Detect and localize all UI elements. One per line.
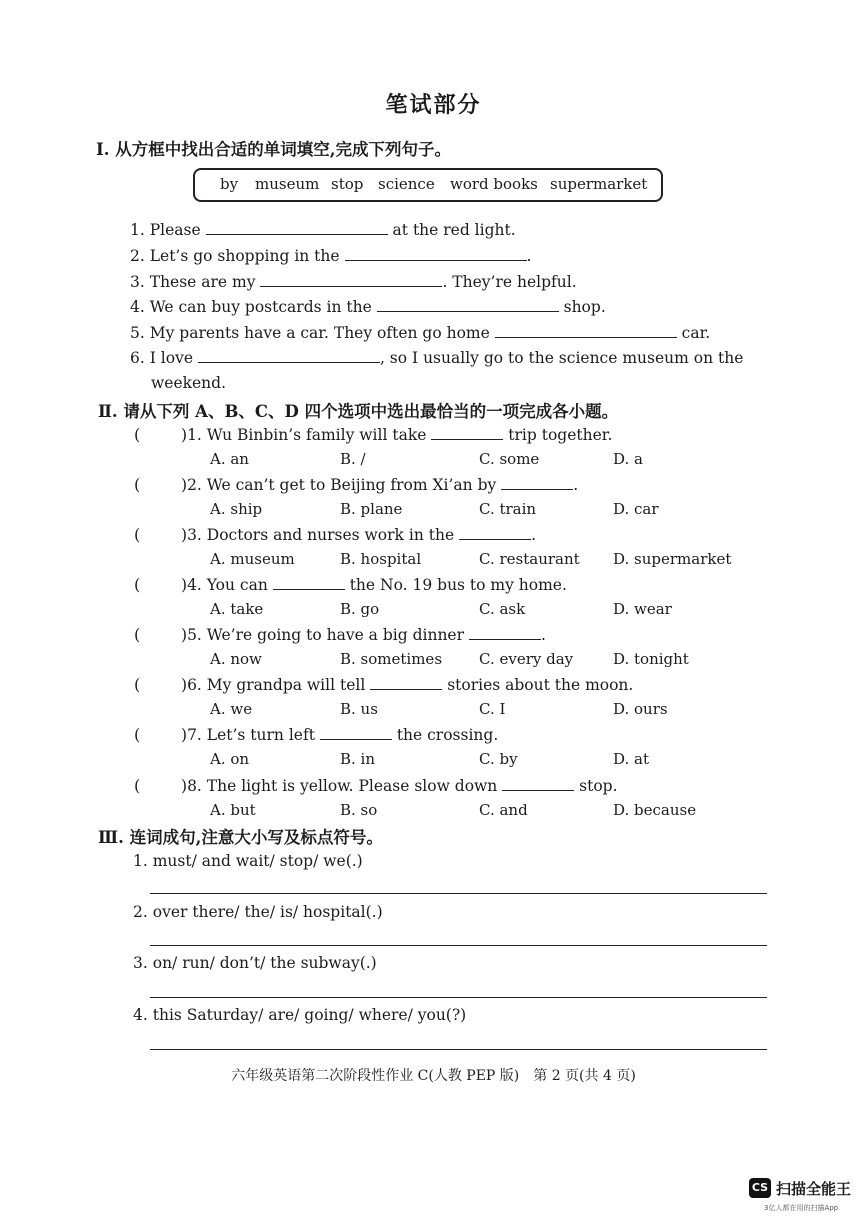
option-c[interactable]: C. and xyxy=(479,801,528,819)
word-box-word: by xyxy=(220,175,239,193)
answer-blank[interactable] xyxy=(377,297,559,312)
page-footer: 六年级英语第二次阶段性作业 C(人教 PEP 版) 第 2 页(共 4 页) xyxy=(231,1068,636,1084)
word-box-word: stop xyxy=(331,175,364,193)
option-a[interactable]: A. an xyxy=(210,450,249,468)
scanner-tagline: 3亿人都在用的扫描App xyxy=(764,1204,839,1212)
scanner-logo-icon: CS xyxy=(749,1178,771,1198)
answer-paren-open[interactable]: ( xyxy=(134,475,141,494)
word-box-word: museum xyxy=(255,175,320,193)
answer-blank[interactable] xyxy=(502,776,574,791)
option-a[interactable]: A. take xyxy=(210,600,264,618)
answer-paren-open[interactable]: ( xyxy=(134,575,141,594)
option-d[interactable]: D. tonight xyxy=(613,650,689,668)
scanner-app-name: 扫描全能王 xyxy=(776,1180,852,1198)
fill-blank-item: 5. My parents have a car. They often go home car. xyxy=(130,324,711,342)
option-a[interactable]: A. now xyxy=(210,650,262,668)
answer-blank[interactable] xyxy=(320,725,392,740)
fill-blank-item: 1. Please at the red light. xyxy=(130,221,516,239)
word-box-word: science xyxy=(378,175,435,193)
option-c[interactable]: C. train xyxy=(479,500,537,518)
option-a[interactable]: A. ship xyxy=(210,500,263,518)
answer-paren-open[interactable]: ( xyxy=(134,776,141,795)
option-c[interactable]: C. some xyxy=(479,450,540,468)
option-b[interactable]: B. sometimes xyxy=(340,650,443,668)
answer-blank[interactable] xyxy=(206,220,388,235)
option-d[interactable]: D. wear xyxy=(613,600,672,618)
mc-question: )6. My grandpa will tell stories about the moon. xyxy=(181,676,634,694)
option-b[interactable]: B. in xyxy=(340,750,376,768)
answer-paren-open[interactable]: ( xyxy=(134,625,141,644)
option-c[interactable]: C. ask xyxy=(479,600,526,618)
section-1-heading: Ⅰ. 从方框中找出合适的单词填空,完成下列句子。 xyxy=(96,140,451,159)
answer-blank[interactable] xyxy=(260,272,442,287)
reorder-item: 4. this Saturday/ are/ going/ where/ you(?) xyxy=(133,1006,467,1024)
option-a[interactable]: A. on xyxy=(210,750,250,768)
mc-question: )4. You can the No. 19 bus to my home. xyxy=(181,576,567,594)
option-b[interactable]: B. us xyxy=(340,700,378,718)
mc-question: )2. We can’t get to Beijing from Xi’an by . xyxy=(181,476,579,494)
mc-question: )7. Let’s turn left the crossing. xyxy=(181,726,499,744)
answer-line[interactable] xyxy=(150,1049,767,1050)
answer-blank[interactable] xyxy=(495,323,677,338)
answer-blank[interactable] xyxy=(501,475,573,490)
answer-blank[interactable] xyxy=(370,675,442,690)
answer-paren-open[interactable]: ( xyxy=(134,675,141,694)
answer-blank[interactable] xyxy=(198,348,380,363)
option-a[interactable]: A. but xyxy=(210,801,256,819)
option-d[interactable]: D. supermarket xyxy=(613,550,732,568)
option-d[interactable]: D. a xyxy=(613,450,643,468)
answer-paren-open[interactable]: ( xyxy=(134,725,141,744)
answer-line[interactable] xyxy=(150,997,767,998)
option-b[interactable]: B. / xyxy=(340,450,366,468)
answer-line[interactable] xyxy=(150,893,767,894)
answer-paren-open[interactable]: ( xyxy=(134,425,141,444)
option-a[interactable]: A. museum xyxy=(210,550,295,568)
page-title: 笔试部分 xyxy=(385,92,482,118)
section-2-heading: Ⅱ. 请从下列 A、B、C、D 四个选项中选出最恰当的一项完成各小题。 xyxy=(98,402,619,421)
option-b[interactable]: B. so xyxy=(340,801,378,819)
option-c[interactable]: C. restaurant xyxy=(479,550,580,568)
answer-blank[interactable] xyxy=(273,575,345,590)
word-box-word: supermarket xyxy=(550,175,648,193)
fill-blank-continuation: weekend. xyxy=(151,374,227,392)
reorder-item: 1. must/ and wait/ stop/ we(.) xyxy=(133,852,363,870)
fill-blank-item: 3. These are my . They’re helpful. xyxy=(130,273,577,291)
answer-blank[interactable] xyxy=(345,246,527,261)
option-b[interactable]: B. go xyxy=(340,600,380,618)
option-d[interactable]: D. ours xyxy=(613,700,668,718)
option-c[interactable]: C. every day xyxy=(479,650,574,668)
option-d[interactable]: D. car xyxy=(613,500,659,518)
answer-paren-open[interactable]: ( xyxy=(134,525,141,544)
option-c[interactable]: C. I xyxy=(479,700,506,718)
mc-question: )5. We’re going to have a big dinner . xyxy=(181,626,546,644)
reorder-item: 3. on/ run/ don’t/ the subway(.) xyxy=(133,954,377,972)
mc-question: )1. Wu Binbin’s family will take trip together. xyxy=(181,426,613,444)
fill-blank-item: 6. I love , so I usually go to the science museum on the xyxy=(130,349,744,367)
section-3-heading: Ⅲ. 连词成句,注意大小写及标点符号。 xyxy=(98,828,383,847)
mc-question: )3. Doctors and nurses work in the . xyxy=(181,526,536,544)
fill-blank-item: 2. Let’s go shopping in the . xyxy=(130,247,532,265)
answer-blank[interactable] xyxy=(469,625,541,640)
answer-blank[interactable] xyxy=(459,525,531,540)
answer-blank[interactable] xyxy=(431,425,503,440)
answer-line[interactable] xyxy=(150,945,767,946)
word-box-word: word books xyxy=(450,175,538,193)
option-d[interactable]: D. because xyxy=(613,801,697,819)
mc-question: )8. The light is yellow. Please slow down stop. xyxy=(181,777,618,795)
option-c[interactable]: C. by xyxy=(479,750,518,768)
option-b[interactable]: B. plane xyxy=(340,500,403,518)
reorder-item: 2. over there/ the/ is/ hospital(.) xyxy=(133,903,383,921)
option-b[interactable]: B. hospital xyxy=(340,550,422,568)
option-a[interactable]: A. we xyxy=(210,700,253,718)
fill-blank-item: 4. We can buy postcards in the shop. xyxy=(130,298,606,316)
option-d[interactable]: D. at xyxy=(613,750,649,768)
